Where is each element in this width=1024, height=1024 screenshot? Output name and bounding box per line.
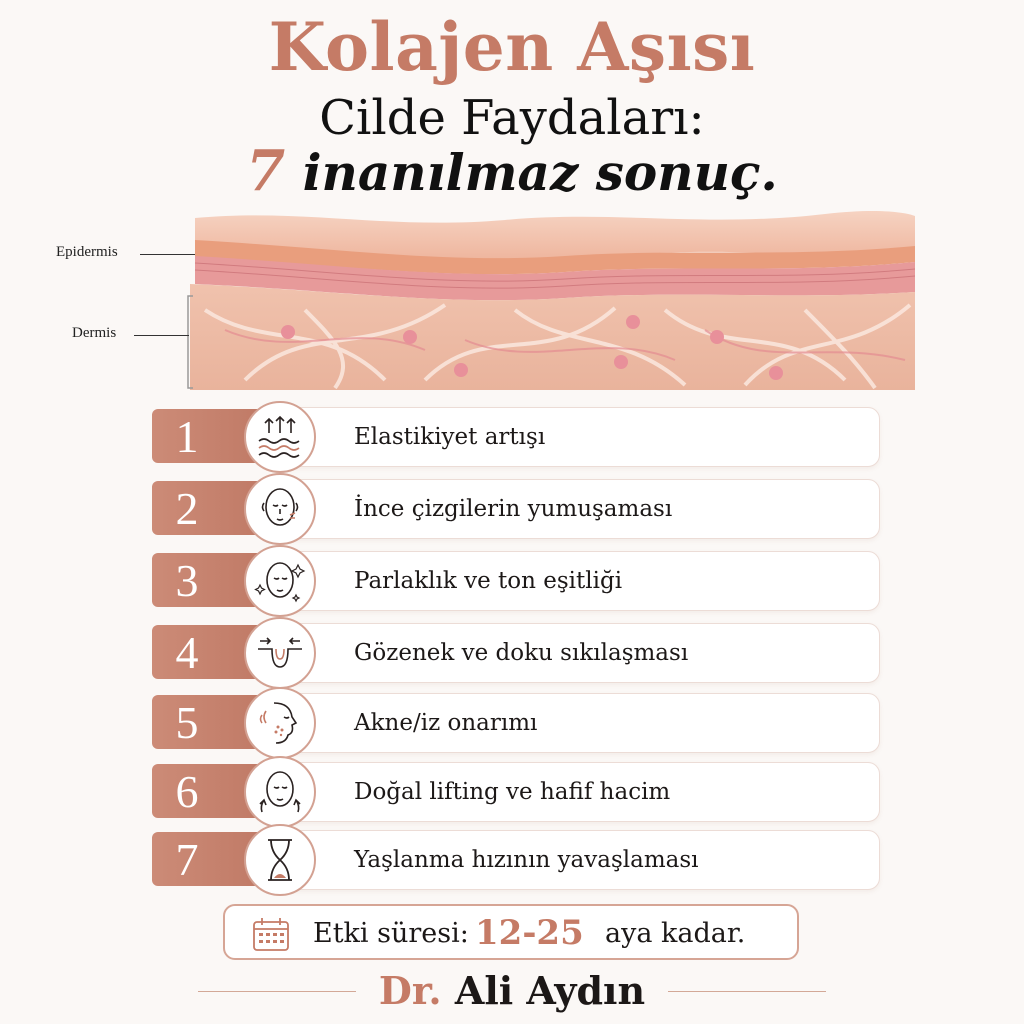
benefit-label: Yaşlanma hızının yavaşlaması bbox=[354, 847, 699, 873]
pore-tighten-icon bbox=[244, 617, 316, 689]
benefit-row-1 bbox=[152, 407, 882, 469]
benefit-row-4 bbox=[152, 623, 882, 685]
benefit-label: Elastikiyet artışı bbox=[354, 424, 546, 450]
benefit-number: 7 bbox=[175, 834, 199, 885]
calendar-icon bbox=[251, 916, 291, 952]
benefit-row-5 bbox=[152, 693, 882, 755]
benefit-row-3 bbox=[152, 551, 882, 613]
benefit-row-6 bbox=[152, 762, 882, 824]
benefit-number: 5 bbox=[175, 697, 199, 748]
epidermis-leader-line bbox=[140, 254, 195, 255]
hourglass-icon bbox=[244, 824, 316, 896]
duration-value: 12-25 bbox=[475, 913, 584, 953]
benefit-label: Akne/iz onarımı bbox=[354, 710, 538, 736]
face-lines-icon bbox=[244, 473, 316, 545]
epidermis-label: Epidermis bbox=[56, 244, 118, 260]
doctor-fullname: Ali Aydın bbox=[441, 968, 646, 1013]
tagline-number: 7 bbox=[246, 138, 286, 204]
face-sparkle-icon bbox=[244, 545, 316, 617]
benefit-label: İnce çizgilerin yumuşaması bbox=[354, 496, 673, 522]
benefit-number: 6 bbox=[175, 766, 199, 817]
duration-label: Etki süresi: bbox=[313, 918, 469, 949]
benefit-row-7 bbox=[152, 830, 882, 892]
benefit-number: 2 bbox=[175, 483, 199, 534]
benefit-number: 3 bbox=[175, 555, 199, 606]
benefit-number: 4 bbox=[175, 627, 199, 678]
benefit-row-2 bbox=[152, 479, 882, 541]
doctor-name bbox=[0, 964, 1024, 1018]
face-profile-acne-icon bbox=[244, 687, 316, 759]
stretch-arrows-icon bbox=[244, 401, 316, 473]
benefit-label: Parlaklık ve ton eşitliği bbox=[354, 568, 623, 594]
benefit-label: Gözenek ve doku sıkılaşması bbox=[354, 640, 689, 666]
dermis-label: Dermis bbox=[72, 325, 117, 341]
duration-suffix: aya kadar. bbox=[605, 918, 746, 949]
tagline bbox=[0, 140, 1024, 204]
benefit-number: 1 bbox=[175, 411, 199, 462]
page-title: Kolajen Aşısı bbox=[268, 8, 756, 86]
face-lift-icon bbox=[244, 756, 316, 828]
skin-cross-section-illustration bbox=[185, 200, 920, 395]
benefit-label: Doğal lifting ve hafif hacim bbox=[354, 779, 671, 805]
tagline-text: inanılmaz sonuç. bbox=[285, 143, 778, 202]
dermis-leader-line bbox=[134, 335, 189, 336]
doctor-prefix: Dr. bbox=[378, 968, 442, 1013]
page-subtitle: Cilde Faydaları: bbox=[319, 90, 705, 146]
effect-duration-box bbox=[223, 904, 799, 960]
